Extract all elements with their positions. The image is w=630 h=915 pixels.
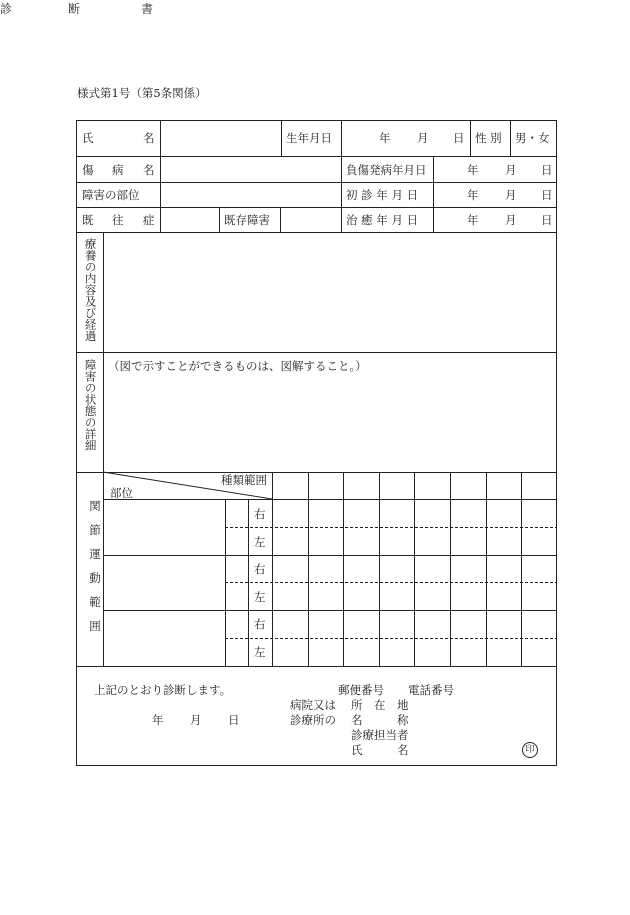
onset-day-label: 日 bbox=[541, 163, 553, 177]
rom-right-1: 右 bbox=[254, 507, 266, 521]
rom-right-2: 右 bbox=[254, 562, 266, 576]
onset-month-label: 月 bbox=[505, 163, 517, 177]
name-label-a: 氏 bbox=[82, 131, 94, 145]
injury-label-c: 名 bbox=[143, 163, 155, 177]
history-label-b: 往 bbox=[112, 213, 124, 227]
footer-month-label: 月 bbox=[190, 713, 202, 727]
form-number: 様式第1号（第5条関係） bbox=[77, 86, 207, 100]
onset-year-label: 年 bbox=[467, 163, 479, 177]
first-visit-label: 初 診 年 月 日 bbox=[346, 188, 419, 202]
onset-date-label: 負傷発病年月日 bbox=[346, 163, 427, 177]
rom-left-3: 左 bbox=[254, 645, 266, 659]
seal-mark: 印 bbox=[522, 742, 538, 758]
hospital-line-2: 診療所の bbox=[290, 713, 336, 727]
history-label-a: 既 bbox=[82, 213, 94, 227]
disability-status-label: 障害の状態の詳細 bbox=[83, 359, 98, 451]
doctor-label: 診療担当者 bbox=[351, 728, 409, 742]
birth-date-label: 生年月日 bbox=[286, 131, 332, 145]
first-visit-year-label: 年 bbox=[467, 188, 479, 202]
cure-year-label: 年 bbox=[467, 213, 479, 227]
phone-label: 電話番号 bbox=[408, 683, 454, 697]
history-label-c: 症 bbox=[143, 213, 155, 227]
existing-disability-label: 既存障害 bbox=[224, 213, 270, 227]
first-visit-month-label: 月 bbox=[505, 188, 517, 202]
site-label: 部位 bbox=[110, 486, 133, 500]
sex-value: 男・女 bbox=[515, 131, 550, 145]
cure-day-label: 日 bbox=[541, 213, 553, 227]
injury-label-a: 傷 bbox=[82, 163, 94, 177]
name-label-b: 名 bbox=[143, 131, 155, 145]
footer-year-label: 年 bbox=[152, 713, 164, 727]
type-range-label: 種類範囲 bbox=[221, 473, 267, 487]
rom-left-1: 左 bbox=[254, 535, 266, 549]
birth-month-label: 月 bbox=[417, 131, 429, 145]
title-char-2: 断 bbox=[68, 2, 81, 16]
facility-name-label: 名 称 bbox=[351, 713, 409, 727]
address-label: 所 在 地 bbox=[351, 698, 409, 712]
rom-left-2: 左 bbox=[254, 590, 266, 604]
status-note: （図で示すことができるものは、図解すること。） bbox=[108, 359, 367, 373]
title-char-1: 診 bbox=[0, 2, 13, 16]
treatment-label: 療養の内容及び経過 bbox=[83, 238, 98, 342]
first-visit-day-label: 日 bbox=[541, 188, 553, 202]
disability-site-label: 障害の部位 bbox=[82, 188, 140, 202]
footer-day-label: 日 bbox=[228, 713, 240, 727]
hospital-line-1: 病院又は bbox=[290, 698, 336, 712]
cure-month-label: 月 bbox=[505, 213, 517, 227]
doctor-name-label: 氏 名 bbox=[351, 743, 409, 757]
sex-label: 性 別 bbox=[475, 131, 502, 145]
joint-rom-label: 関節運動範囲 bbox=[88, 500, 102, 644]
rom-right-3: 右 bbox=[254, 617, 266, 631]
birth-year-label: 年 bbox=[379, 131, 391, 145]
cure-date-label: 治 癒 年 月 日 bbox=[346, 213, 419, 227]
injury-label-b: 病 bbox=[112, 163, 124, 177]
diagnosis-statement: 上記のとおり診断します。 bbox=[94, 683, 232, 697]
postal-code-label: 郵便番号 bbox=[338, 683, 384, 697]
title-char-3: 書 bbox=[141, 2, 154, 16]
birth-day-label: 日 bbox=[453, 131, 465, 145]
